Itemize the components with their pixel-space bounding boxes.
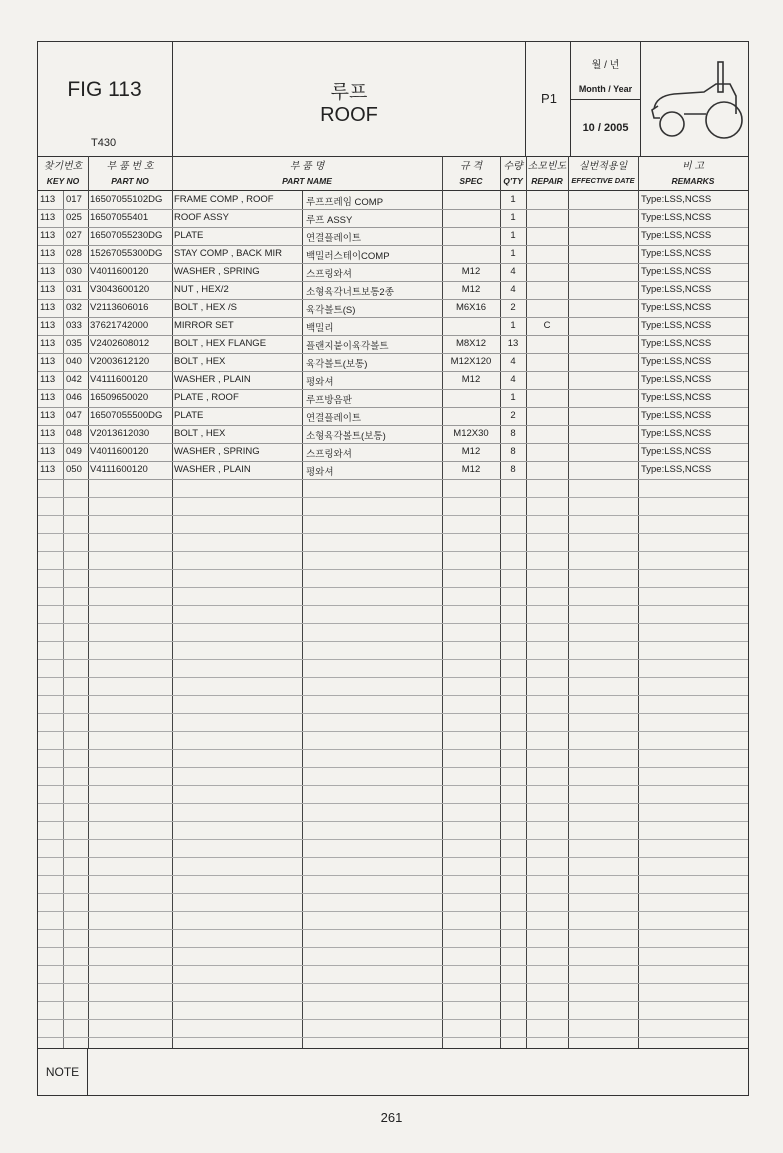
row-part-no: V4111600120 [90,464,148,475]
note-label: NOTE [38,1049,88,1096]
row-key: 030 [66,266,82,277]
figure-number: FIG 113 [67,78,142,101]
row-name-ko: 소형육각너트보통2종 [306,287,394,298]
row-fig: 113 [40,356,56,367]
header-qty-en: Q'TY [503,176,523,186]
row-qty: 2 [510,410,516,421]
table-row [38,245,748,264]
row-key: 050 [66,464,82,475]
row-remarks: Type:LSS,NCSS [641,284,712,295]
blank-row-line [38,749,748,750]
header-key-ko: 찾기번호 [43,161,83,172]
row-key: 040 [66,356,82,367]
row-fig: 113 [40,338,56,349]
row-name-ko: 스프링와셔 [306,269,352,280]
row-name-ko: 평와셔 [306,377,334,388]
row-key: 047 [66,410,82,421]
blank-row-line [38,713,748,714]
row-repair: C [543,320,551,331]
row-part-no: V2003612120 [90,356,150,367]
blank-row-line [38,1037,748,1038]
row-fig: 113 [40,446,56,457]
row-part-no: V2402608012 [90,338,150,349]
row-name-ko: 소형육각볼트(보통) [306,431,386,442]
blank-row-line [38,497,748,498]
row-part-no: V2113606016 [90,302,149,313]
row-qty: 1 [510,230,516,241]
header-repair-en: REPAIR [531,176,563,186]
header-effective-ko: 실번적용일 [578,161,628,172]
row-part-no: V4111600120 [90,374,148,385]
row-key: 017 [66,194,82,205]
row-fig: 113 [40,194,56,205]
row-remarks: Type:LSS,NCSS [641,446,712,457]
row-qty: 4 [510,266,516,277]
row-part-no: 16507055230DG [90,230,163,241]
row-qty: 1 [510,194,516,205]
row-name-en: MIRROR SET [174,320,234,331]
row-remarks: Type:LSS,NCSS [641,410,712,421]
row-key: 046 [66,392,82,403]
row-key: 028 [66,248,82,259]
row-key: 027 [66,230,82,241]
row-fig: 113 [40,410,56,421]
row-qty: 1 [510,392,516,403]
row-name-en: PLATE , ROOF [174,392,239,403]
blank-row-line [38,983,748,984]
header-part-en: PART NO [111,176,149,186]
table-row [38,317,748,336]
row-spec: M12 [461,284,481,295]
row-remarks: Type:LSS,NCSS [641,230,712,241]
tractor-icon [644,54,744,144]
row-qty: 1 [510,212,516,223]
blank-row-line [38,1019,748,1020]
row-fig: 113 [40,284,56,295]
row-key: 033 [66,320,82,331]
table-row [38,389,748,408]
row-qty: 8 [510,446,516,457]
row-part-no: 16507055401 [90,212,149,223]
row-remarks: Type:LSS,NCSS [641,464,712,475]
row-remarks: Type:LSS,NCSS [641,194,712,205]
row-fig: 113 [40,392,56,403]
date-label-korean: 월 / 년 [591,60,620,71]
row-name-ko: 육각볼트(보통) [306,359,368,370]
row-key: 048 [66,428,82,439]
row-key: 031 [66,284,82,295]
header-spec-ko: 규 격 [459,161,483,172]
blank-row-line [38,569,748,570]
row-name-ko: 평와셔 [306,467,334,478]
row-name-ko: 연결플레이트 [306,413,362,424]
row-name-en: ROOF ASSY [174,212,229,223]
blank-row-line [38,659,748,660]
blank-row-line [38,875,748,876]
blank-row-line [38,677,748,678]
row-spec: M6X16 [455,302,487,313]
row-qty: 4 [510,284,516,295]
blank-row-line [38,857,748,858]
table-row [38,353,748,372]
blank-row-line [38,929,748,930]
header-effective-en: EFFECTIVE DATE [571,176,635,185]
model-name: T430 [91,137,117,149]
row-name-en: BOLT , HEX [174,356,226,367]
row-name-ko: 백밀리 [306,323,334,334]
row-key: 035 [66,338,82,349]
note-area [38,1048,748,1096]
row-key: 042 [66,374,82,385]
row-name-en: WASHER , PLAIN [174,374,251,385]
row-remarks: Type:LSS,NCSS [641,356,712,367]
row-remarks: Type:LSS,NCSS [641,374,712,385]
row-key: 049 [66,446,82,457]
table-row [38,281,748,300]
row-part-no: V4011600120 [90,266,149,277]
table-row [38,443,748,462]
row-part-no: V2013612030 [90,428,150,439]
blank-row-line [38,785,748,786]
row-name-en: BOLT , HEX [174,428,226,439]
header-repair-ko: 소모빈도 [527,161,567,172]
blank-row-line [38,947,748,948]
row-name-en: BOLT , HEX /S [174,302,238,313]
row-remarks: Type:LSS,NCSS [641,302,712,313]
header-remarks-en: REMARKS [671,176,715,186]
blank-row-line [38,731,748,732]
blank-row-line [38,1001,748,1002]
header-qty-ko: 수량 [503,161,523,172]
row-qty: 4 [510,356,516,367]
blank-row-line [38,695,748,696]
row-fig: 113 [40,230,56,241]
table-row [38,191,748,210]
row-remarks: Type:LSS,NCSS [641,248,712,259]
row-part-no: V3043600120 [90,284,150,295]
table-row [38,263,748,282]
row-name-ko: 연결플레이트 [306,233,362,244]
blank-row-line [38,623,748,624]
row-fig: 113 [40,302,56,313]
row-name-ko: 플랜지붙이육각볼트 [306,341,389,352]
row-spec: M12X120 [450,356,492,367]
row-spec: M12 [461,464,481,475]
row-fig: 113 [40,266,56,277]
blank-row-line [38,641,748,642]
row-fig: 113 [40,212,56,223]
blank-row-line [38,515,748,516]
row-spec: M12 [461,266,481,277]
row-name-ko: 스프링와셔 [306,449,352,460]
blank-row-line [38,839,748,840]
row-remarks: Type:LSS,NCSS [641,392,712,403]
page-number: 261 [380,1110,403,1125]
table-row [38,227,748,246]
table-row [38,407,748,426]
page-label: P1 [541,91,557,106]
blank-row-line [38,965,748,966]
header-key-en: KEY NO [46,176,80,186]
row-remarks: Type:LSS,NCSS [641,320,712,331]
blank-row-line [38,533,748,534]
row-fig: 113 [40,428,56,439]
row-qty: 13 [507,338,519,349]
row-qty: 1 [510,248,516,259]
table-row [38,335,748,354]
row-name-ko: 육각볼트(S) [306,305,356,316]
header-remarks-ko: 비 고 [681,161,705,172]
row-qty: 4 [510,374,516,385]
table-row [38,461,748,480]
title-korean: 루프 [330,82,368,103]
row-spec: M12X30 [453,428,489,439]
row-remarks: Type:LSS,NCSS [641,428,712,439]
row-fig: 113 [40,320,56,331]
header-name-ko: 부 품 명 [289,161,325,172]
table-row [38,299,748,318]
table-row [38,425,748,444]
header-name-en: PART NAME [282,176,332,186]
title-english: ROOF [320,104,378,126]
table-row [38,209,748,228]
row-remarks: Type:LSS,NCSS [641,338,712,349]
row-name-en: FRAME COMP , ROOF [174,194,274,205]
row-part-no: V4011600120 [90,446,149,457]
date-label-english: Month / Year [578,84,633,94]
row-name-en: PLATE [174,410,204,421]
parts-sheet [37,41,749,1096]
row-part-no: 15267055300DG [90,248,163,259]
row-fig: 113 [40,464,56,475]
row-name-ko: 백밀러스테이COMP [306,251,390,262]
row-qty: 2 [510,302,516,313]
row-part-no: 37621742000 [90,320,149,331]
row-qty: 8 [510,464,516,475]
row-part-no: 16509650020 [90,392,149,403]
row-key: 025 [66,212,82,223]
blank-row-line [38,803,748,804]
row-part-no: 16507055102DG [90,194,163,205]
blank-row-line [38,821,748,822]
row-fig: 113 [40,374,56,385]
row-name-en: WASHER , PLAIN [174,464,251,475]
table-row [38,371,748,390]
row-remarks: Type:LSS,NCSS [641,266,712,277]
row-qty: 1 [510,320,516,331]
row-name-en: WASHER , SPRING [174,266,260,277]
row-part-no: 16507055500DG [90,410,163,421]
row-name-ko: 루프방음판 [306,395,352,406]
row-spec: M12 [461,446,481,457]
row-name-en: PLATE [174,230,204,241]
row-spec: M8X12 [455,338,487,349]
blank-row-line [38,587,748,588]
header-part-ko: 부 품 번 호 [106,161,154,172]
blank-row-line [38,893,748,894]
row-name-en: STAY COMP , BACK MIR [174,248,283,259]
row-name-en: BOLT , HEX FLANGE [174,338,267,349]
date-value: 10 / 2005 [582,122,629,134]
row-qty: 8 [510,428,516,439]
blank-row-line [38,911,748,912]
blank-row-line [38,605,748,606]
row-name-en: WASHER , SPRING [174,446,260,457]
row-remarks: Type:LSS,NCSS [641,212,712,223]
sheet-header [38,42,748,157]
header-spec-en: SPEC [459,176,483,186]
row-fig: 113 [40,248,56,259]
blank-row-line [38,551,748,552]
blank-row-line [38,767,748,768]
row-name-ko: 루프 ASSY [306,215,353,226]
row-spec: M12 [461,374,481,385]
row-key: 032 [66,302,82,313]
row-name-en: NUT , HEX/2 [174,284,229,295]
column-headers [38,156,748,191]
row-name-ko: 루프프레임 COMP [306,197,384,208]
